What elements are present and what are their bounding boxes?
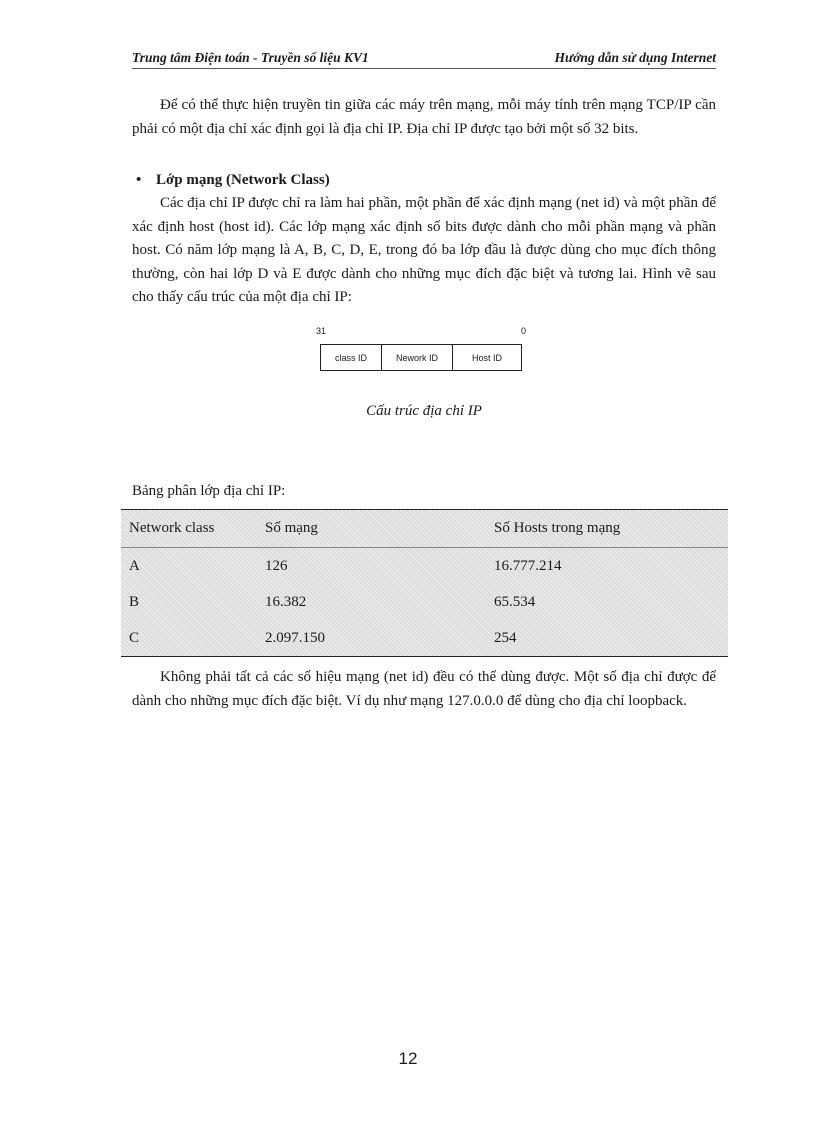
header-rule — [132, 68, 716, 69]
diagram-cell-class-id: class ID — [321, 345, 382, 370]
table-row — [121, 548, 728, 584]
table-header-row — [121, 510, 728, 548]
figure-caption: Cấu trúc địa chỉ IP — [366, 403, 482, 419]
ip-structure-box — [320, 344, 522, 371]
table-header-cell: Network class — [129, 520, 215, 536]
section-heading — [132, 169, 330, 191]
table-cell: 2.097.150 — [265, 629, 325, 646]
table-cell: 16.382 — [265, 593, 307, 610]
bit-label-low: 0 — [520, 326, 526, 336]
class-paragraph: Các địa chỉ IP được chỉ ra làm hai phần, một phần để xác định mạng (net id) và một phần để xác định host (host id). Các lớp mạng xác định số bits được dành cho mỗi phần mạng và phần host. Có năm lớp mạng là A, B, C, D, E, trong đó ba lớp đầu là được dùng cho mục đích thông thường, còn hai lớp D và E được dành cho những mục đích đặc biệt và tương lai. Hình vẽ sau cho thấy cấu trúc của một địa chỉ IP: — [132, 195, 716, 305]
table-row — [121, 584, 728, 620]
page-header — [132, 50, 716, 66]
table-header-cell: Số Hosts trong mạng — [494, 520, 621, 536]
bit-label-high: 31 — [316, 326, 327, 336]
table-cell: 65.534 — [494, 593, 536, 610]
diagram-cell-network-id: Nework ID — [382, 345, 453, 370]
diagram-cell-host-id: Host ID — [471, 352, 502, 363]
bullet-icon: • — [136, 172, 142, 188]
table-cell: A — [129, 557, 140, 574]
table-cell: 16.777.214 — [494, 557, 562, 574]
header-right: Hướng dẫn sử dụng Internet — [554, 50, 716, 65]
table-cell: C — [129, 629, 140, 646]
table-header-cell: Số mạng — [265, 520, 318, 536]
table-label: Bảng phân lớp địa chỉ IP: — [132, 483, 286, 499]
page-number: 12 — [398, 1049, 418, 1068]
section-heading-text: Lớp mạng (Network Class) — [156, 172, 330, 188]
table-cell: B — [129, 593, 140, 610]
intro-paragraph: Để có thể thực hiện truyền tin giữa các máy trên mạng, mỗi máy tính trên mạng TCP/IP cần phải có một địa chỉ xác định gọi là địa chỉ IP. Địa chỉ IP được tạo bởi một số 32 bits. — [132, 97, 716, 137]
closing-paragraph: Không phải tất cả các số hiệu mạng (net id) đều có thể dùng được. Một số địa chỉ được để dành cho những mục đích đặc biệt. Ví dụ như mạng 127.0.0.0 để dùng cho địa chỉ loopback. — [132, 669, 716, 709]
ip-class-table — [121, 509, 728, 657]
table-cell: 126 — [265, 557, 288, 574]
header-left: Trung tâm Điện toán - Truyền số liệu KV1 — [132, 50, 369, 65]
table-row — [121, 620, 728, 656]
ip-structure-diagram — [316, 326, 530, 378]
table-cell: 254 — [494, 629, 517, 646]
